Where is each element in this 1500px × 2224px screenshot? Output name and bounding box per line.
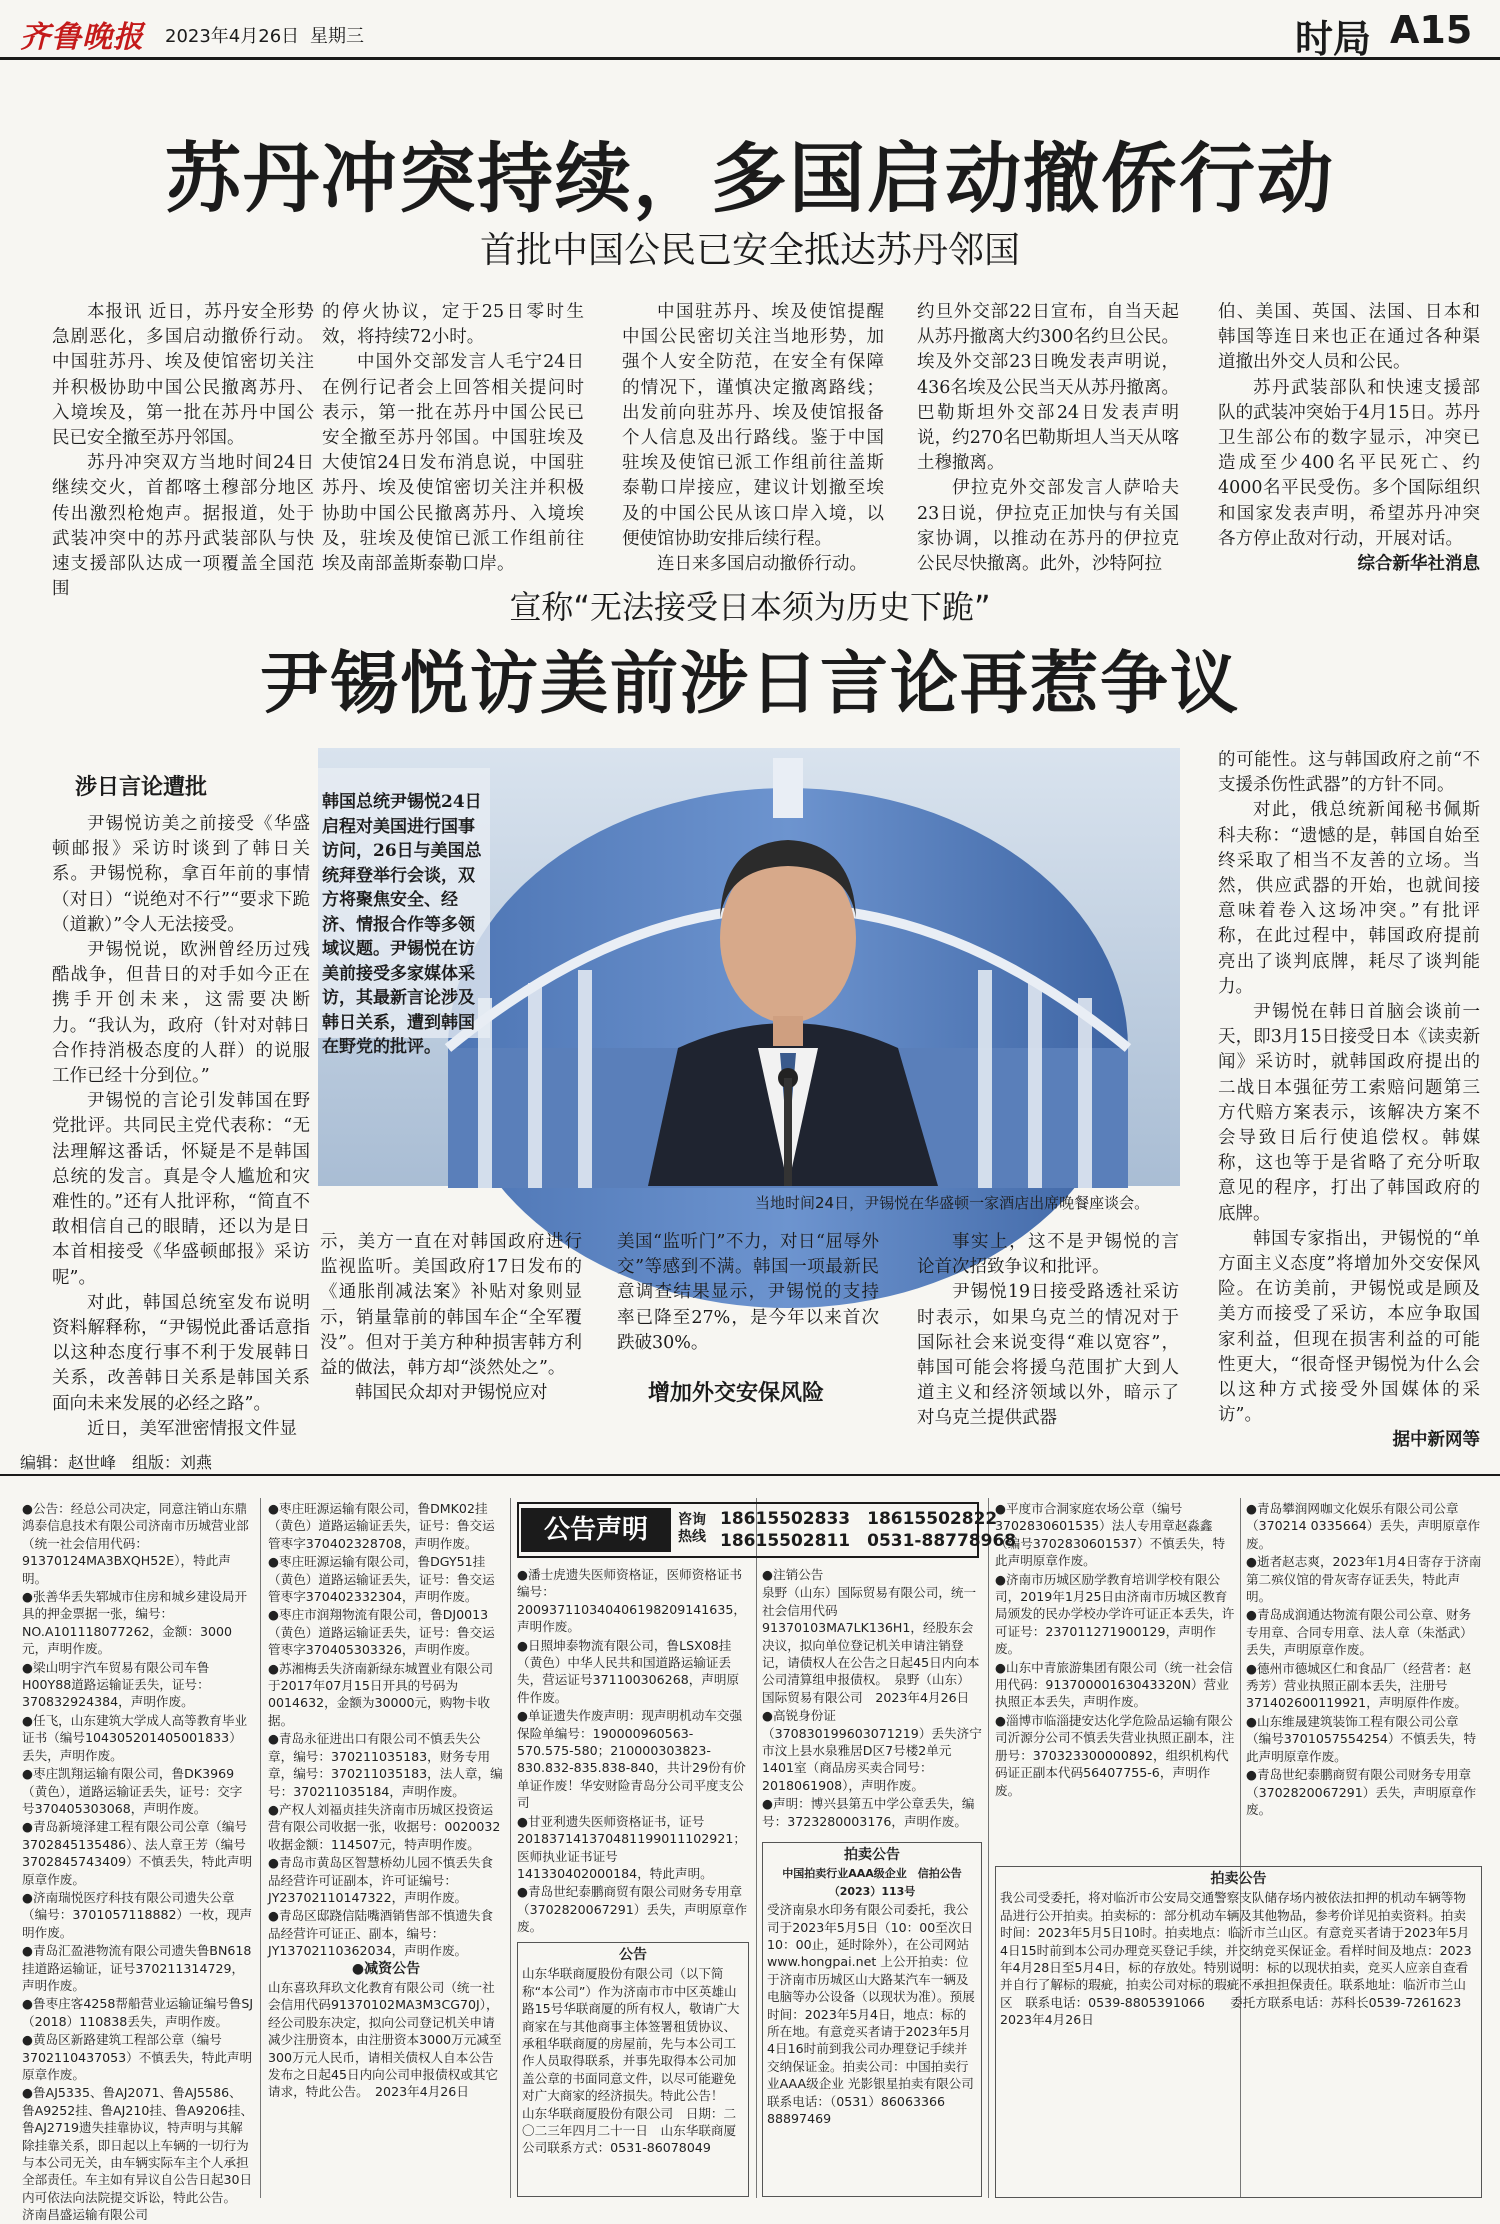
notice-column-2 [268, 1500, 504, 2200]
auction-box-2 [995, 1866, 1482, 2198]
notice-item: ●潘士虎遗失医师资格证，医师资格证书编号：200937110340406198209141635，声明作废。 [517, 1567, 746, 1635]
auction-title: 拍卖公告 [844, 1847, 900, 1863]
auction-text: 我公司受委托，将对临沂市公安局交通警察支队储存场内被依法扣押的机动车辆等物品进行公开拍卖。拍卖标的：部分机动车辆及其他物品，参考价详见拍卖资料。拍卖时间：2023年5月5日10时。拍卖地点：临沂市兰山区。有意竞买者请于2023年5月4日15时前到本公司办理竞买登记手续，并交纳竞买保证金。看样时间及地点：2023年4月28日至5月4日，标的存放处。特别说明：标的以现状拍卖，竞买人应亲自查看并自行了解标的瑕疵，拍卖公司对标的瑕疵不承担担保责任。联系地址：临沂市兰山区 联系电话：0539-8805391066 委托方联系电话：苏科长0539-7261623 2023年4月26日 [1000, 1890, 1474, 2028]
paragraph: 约旦外交部22日宣布，自当天起从苏丹撤离大约300名约旦公民。埃及外交部23日晚发表声明说，436名埃及公民当天从苏丹撤离。巴勒斯坦外交部24日发表声明说，约270名巴勒斯坦人当天从喀土穆撤离。 [917, 302, 1179, 474]
paragraph: 的停火协议，定于25日零时生效，将持续72小时。 [322, 302, 584, 348]
paragraph: 示，美方一直在对韩国政府进行监视监听。美国政府17日发布的《通胀削减法案》补贴对象则显示，销量靠前的韩国车企“全军覆没”。但对于美方种种损害韩方利益的做法，韩方却“淡然处之”。 [320, 1232, 582, 1379]
hotline-numbers [720, 1508, 1016, 1552]
notice-title: 公告声明 [521, 1508, 671, 1552]
hotline-number-row: 18615502833 18615502822 [720, 1509, 998, 1529]
section-heading: 增加外交安保风险 [648, 1381, 825, 1406]
notice-item: ●任飞，山东建筑大学成人高等教育毕业证书（编号104305201405001833）丢失，声明作废。 [22, 1712, 248, 1763]
story1-subhead: 首批中国公民已安全抵达苏丹邻国 [479, 230, 1020, 271]
story2-mid-column-3 [917, 1230, 1179, 1432]
notice-item: ●枣庄旺源运输有限公司，鲁DGY51挂（黄色）道路运输证丢失，证号：鲁交运管枣字370402332304，声明作废。 [268, 1554, 495, 1605]
story2-left-column [52, 812, 310, 1442]
story2-mid-column-2 [617, 1230, 879, 1356]
announcement-box [517, 1942, 749, 2197]
divider [510, 1498, 511, 2198]
notice-item: ●德州市德城区仁和食品厂（经营者：赵秀芳）营业执照正副本丢失，注册号371402600119921，声明原件作废。 [1246, 1660, 1472, 1711]
notice-item: ●山东中青旅游集团有限公司（统一社会信用代码：9137000016304332​0N）营业执照正本丢失，声明作废。 [995, 1659, 1233, 1710]
notice-item: ●济南市历城区励学教育培训学校有限公司，2019年1月25日由济南市历城区教育局颁发的民办学校办学许可证正本丢失，许可证号：23701127190012​9，声明作废。 [995, 1571, 1235, 1657]
notice-item: ●鲁AJ5335、鲁AJ2071、鲁AJ5586、鲁A9252挂、鲁AJ210挂、鲁A9206挂、鲁AJ2719遗失挂靠协议，特声明与其解除挂靠关系，即日起以上车辆的一切行为与本公司无关，由车辆实际车主个人承担全部责任。车主如有异议自公告日起30日内可依法向法院提交诉讼，特此公告。 济南昌盛运输有限公司 [22, 2085, 254, 2223]
announcement-text: 山东华联商厦股份有限公司（以下简称“本公司”）作为济南市市中区英雄山路15号华联商厦的所有权人，敬请广大商家在与其他商事主体签署租赁协议、承租华联商厦的房屋前，先与本公司工作人员取得联系，并事先取得本公司加盖公章的书面同意文件，以尽可能避免对广大商家的经济损失。特此公告！ 山东华联商厦股份有限公司 日期：二〇二三年四月二十一日 山东华联商厦公司联系方式：0531-86078049 [522, 1966, 740, 2156]
auction-text: 受济南泉水印务有限公司委托，我公司于2023年5月5日（10：00至次日10：00止，延时除外），在公司网站 www.hongpai.net 上公开拍卖：位于济南市历城区山大路某汽车一辆及电脑等办公设备（以现状为准）。预展时间：2023年5月4日，地点：标的所在地。有意竞买者请于2023年5月4日16时前到我公司办理登记手续并交纳保证金。拍卖公司：中国拍卖行业AAA级企业 光影银星拍卖有限公司 联系电话：（0531）86063366 88897469 [767, 1902, 987, 2127]
hotline-number-row: 18615502811 0531-88778968 [720, 1531, 1017, 1551]
section-name: 时局 [1295, 17, 1372, 61]
paragraph: 事实上，这不是尹锡悦的言论首次招致争议和批评。 [917, 1232, 1179, 1278]
notice-item: ●高锐身份证（370830199603071219）丢失济宁市汶上县水泉雅居D区7号楼2单元1401室（商品房买卖合同号：2018061908），声明作废。 [762, 1708, 982, 1793]
story1-column-2 [322, 300, 584, 577]
notice-item: ●青岛世纪泰鹏商贸有限公司财务专用章（3702820067291）丢失，声明原章作废。 [1246, 1767, 1477, 1817]
paragraph: 尹锡悦在韩日首脑会谈前一天，即3月15日接受日本《读卖新闻》采访时，就韩国政府提出的二战日本强征劳工索赔问题第三方代赔方案表示，该解决方案不会导致日后行使追偿权。韩媒称，这也等于是省略了充分听取意见的程序，打出了韩国政府的底牌。 [1218, 1002, 1480, 1224]
issue-weekday: 星期三 [310, 26, 364, 47]
paragraph: 尹锡悦的言论引发韩国在野党批评。共同民主党代表称：“无法理解这番话，怀疑是不是韩国总统的发言。真是令人尴尬和灾难性的。”还有人批评称，“简直不敢相信自己的眼睛，还以为是日本首相接受《华盛顿邮报》采访呢”。 [52, 1091, 310, 1288]
notice-item: ●公告：经总公司决定，同意注销山东鼎鸿泰信息技术有限公司济南市历城营业部（统一社会信用代码：91370124MA3BXQH52E），特此声明。 [22, 1501, 249, 1586]
notice-column-1 [22, 1500, 254, 2223]
paragraph: 对此，俄总统新闻秘书佩斯科夫称：“遗憾的是，韩国自始至终采取了相当不友善的立场。当然，供应武器的开始，也就间接意味着卷入这场冲突。”有批评称，在此过程中，韩国政府提前亮出了谈判底牌，耗尽了谈判能力。 [1218, 800, 1480, 997]
notice-item: ●淄博市临淄捷安达化学危险品运输有限公司沂源分公司不慎丢失营业执照正副本，注册号：370323300000892，组织机构代码证正副本代码56407755-6，声明作废。 [995, 1712, 1235, 1798]
notice-column-3 [517, 1566, 749, 1936]
story2-signature: 据中新网等 [1392, 1430, 1480, 1451]
page-number: A15 [1390, 8, 1473, 52]
paragraph: 尹锡悦访美之前接受《华盛顿邮报》采访时谈到了韩日关系。尹锡悦称，拿百年前的事情（对日）“说绝对不行”“要求下跪（道歉）”令人无法接受。 [52, 814, 310, 935]
paragraph: 中国外交部发言人毛宁24日在例行记者会上回答相关提问时表示，第一批在苏丹中国公民已安全撤至苏丹邻国。中国驻埃及大使馆24日发布消息说，中国驻苏丹、埃及使馆密切关注并积极协助中国公民撤离苏丹、入境埃及，驻埃及使馆已派工作组前往埃及南部盖斯泰勒口岸。 [322, 352, 584, 575]
notice-item: ●青岛汇盈港物流有限公司遗失鲁BN618挂道路运输证，证号370211314729，声明作废。 [22, 1943, 252, 1993]
paragraph: 连日来多国启动撤侨行动。 [657, 554, 867, 575]
notice-item: ●青岛攀润网咖文化娱乐有限公司公章（370214 0335664）丢失，声明原章作废。 [1246, 1501, 1481, 1551]
paragraph: 的可能性。这与韩国政府之前“不支援杀伤性武器”的方针不同。 [1218, 750, 1480, 796]
paragraph: 尹锡悦19日接受路透社采访时表示，如果乌克兰的情况对于国际社会来说变得“难以宽容”，韩国可能会将援乌范围扩大到人道主义和经济领域以外，暗示了对乌克兰提供武器 [917, 1282, 1179, 1429]
editor-credits: 编辑：赵世峰 组版：刘燕 [20, 1453, 213, 1472]
story1-column-5 [1218, 300, 1480, 577]
photo-caption-overlay: 韩国总统尹锡悦24日启程对美国进行国事访问，26日与美国总统拜登举行会谈，双方将聚焦安全、经济、情报合作等多领域议题。尹锡悦在访美前接受多家媒体采访，其最新言论涉及韩日关系，遭到韩国在野党的批评。 [322, 792, 482, 1057]
newspaper-logo: 齐鲁晚报 [20, 20, 144, 55]
divider [756, 1498, 757, 2198]
notice-item: ●苏湘梅丢失济南新绿东城置业有限公司于2017年07月15日开具的号码为0014632，金额为30000元，购物卡收据。 [268, 1660, 494, 1728]
divider [260, 1498, 261, 2198]
photo-caption: 当地时间24日，尹锡悦在华盛顿一家酒店出席晚餐座谈会。 [755, 1194, 1150, 1212]
paragraph: 伊拉克外交部发言人萨哈夫23日说，伊拉克正加快与有关国家协调，以推动在苏丹的伊拉克公民尽快撤离。此外，沙特阿拉 [917, 478, 1179, 575]
notice-column-6 [1246, 1500, 1482, 1860]
notice-item: ●枣庄市润翔物流有限公司，鲁DJ0013（黄色）道路运输证丢失，证号：鲁交运管枣字370405303326，声明作废。 [268, 1607, 495, 1658]
notice-item: ●梁山明宇汽车贸易有限公司车鲁H00Y88道路运输证丢失，证号：370832924384，声明作废。 [22, 1659, 210, 1710]
notice-item: ●黄岛区新路建筑工程部公章（编号3702110437053）不慎丢失，特此声明原章作废。 [22, 2032, 253, 2082]
auction-title: 拍卖公告 [1210, 1871, 1267, 1887]
notice-item: ●张善华丢失郓城市住房和城乡建设局开具的押金票据一张，编号：NO.A101118077262，金额：3000元，声明作废。 [22, 1589, 248, 1657]
section-heading: 涉日言论遭批 [75, 775, 208, 800]
divider [988, 1498, 989, 2198]
paragraph: 苏丹冲突双方当地时间24日继续交火，首都喀土穆部分地区传出激烈枪炮声。据报道，处于武装冲突中的苏丹武装部队与快速支援部队达成一项覆盖全国范围 [52, 453, 314, 600]
notice-item: ●青岛市黄岛区智慧桥幼儿园不慎丢失食品经营许可证副本，许可证编号：JY23702110147322，声明作废。 [268, 1855, 494, 1905]
story2-mid-column-1 [320, 1230, 582, 1406]
notice-item: ●枣庄凯翔运输有限公司，鲁DK3969（黄色），道路运输证丢失，证号：交字号370405303068，声明作废。 [22, 1766, 243, 1816]
notice-item: ●单证遗失作废声明：现声明机动车交强保险单编号：190000960563-570.575-580；210000303823-830.832-835.838-840，共计29份有价单证作废！华安财险青岛分公司平度支公司 [517, 1708, 746, 1811]
auction-box [762, 1842, 987, 2197]
paragraph: 苏丹武装部队和快速支援部队的武装冲突始于4月15日。苏丹卫生部公布的数字显示，冲突已造成至少400名平民死亡、约4000名平民受伤。多个国际组织和国家发表声明，希望苏丹冲突各方停止敌对行动，开展对话。 [1218, 377, 1480, 549]
notice-item: ●逝者赵志爽，2023年1月4日寄存于济南第二殡仪馆的骨灰寄存证丢失，特此声明。 [1246, 1554, 1482, 1605]
story1-column-1 [52, 300, 314, 602]
story1-headline: 苏丹冲突持续，多国启动撤侨行动 [165, 134, 1335, 223]
notice-item: ●济南瑞悦医疗科技有限公司遗失公章（编号：3701057118882）一枚，现声明作废。 [22, 1889, 253, 1940]
notice-item: ●青岛永征进出口有限公司不慎丢失公章，编号：370211035183，财务专用章，编号：370211035183，法人章，编号：370211035184，声明作废。 [268, 1731, 503, 1799]
notice-item: ●声明：博兴县第五中学公章丢失，编号：3723280003176，声明作废。 [762, 1796, 975, 1829]
notice-item: ●注销公告 [762, 1567, 824, 1582]
hotline-label: 咨询热线 [678, 1512, 706, 1545]
notice-item: ●青岛新境泽建工程有限公司公章（编号3702845135486）、法人章王芳（编号3702845743409）不慎丢失，特此声明原章作废。 [22, 1819, 253, 1887]
divider [0, 1474, 1500, 1476]
story2-right-column [1218, 748, 1480, 1454]
notice-column-5 [995, 1500, 1235, 1860]
paragraph: 近日，美军泄密情报文件显 [87, 1418, 297, 1439]
notice-item: 泉野（山东）国际贸易有限公司，统一社会信用代码91370103MA7LK136H1，经股东会决议，拟向单位登记机关申请注销登记，请债权人在公告之日起45日内向本公司清算组申报债权。 泉野（山东）国际贸易有限公司 2023年4月26日 [762, 1585, 980, 1705]
paragraph: 韩国专家指出，尹锡悦的“单方面主义态度”将增加外交安保风险。在访美前，尹锡悦或是顾及美方而接受了采访，本应争取国家利益，但现在损害利益的可能性更大，“很奇怪尹锡悦为什么会以这种方式接受外国媒体的采访”。 [1218, 1228, 1480, 1426]
paragraph: 韩国民众却对尹锡悦应对 [355, 1383, 548, 1404]
notice-item: 山东喜玖拜玖文化教育有限公司（统一社会信用代码91370102MA3M3CG70J），经公司股东决定，拟向公司登记机关申请减少注册资本，由注册资本3000万元减至300万元人民币，请相关债权人自本公告发布之日起45日内向公司申报债权或其它请求，特此公告。 2023年4月26日 [268, 1979, 502, 2100]
story2-kicker: 宣称“无法接受日本须为历史下跪” [509, 588, 991, 626]
paragraph: 伯、美国、英国、法国、日本和韩国等连日来也正在通过各种渠道撤出外交人员和公民。 [1218, 302, 1480, 373]
paragraph: 本报讯 近日，苏丹安全形势急剧恶化，多国启动撤侨行动。中国驻苏丹、埃及使馆密切关注并积极协助中国公民撤离苏丹、入境埃及，第一批在苏丹中国公民已安全撤至苏丹邻国。 [52, 302, 314, 449]
notice-item: ●日照坤泰物流有限公司，鲁LSX08挂（黄色）中华人民共和国道路运输证丢失，营运证号371100306268，声明原件作废。 [517, 1637, 740, 1705]
notice-column-4 [762, 1566, 982, 1836]
notice-item: ●平度市合洞家庭农场公章（编号3702830601535）法人专用章赵淼鑫（编号3702830601537）不慎丢失，特此声明原章作废。 [995, 1501, 1226, 1569]
notice-item: ●青岛区邸跷信陆嘴酒销售部不慎遗失食品经营许可证正、副本，编号：JY13702110362034，声明作废。 [268, 1908, 494, 1959]
notice-item: ●甘亚利遗失医师资格证书，证号201837141370481199011102921；医师执业证书证号141330402000184，特此声明。 [517, 1813, 746, 1881]
paragraph: 美国“监听门”不力，对日“屈辱外交”等感到不满。韩国一项最新民意调查结果显示，尹锡悦的支持率已降至27%，是今年以来首次跌破30%。 [617, 1232, 879, 1353]
notice-item: ●山东维晟建筑装饰工程有限公司公章（编号3701057554254）不慎丢失，特此声明原章作废。 [1246, 1713, 1477, 1764]
story1-column-3 [622, 300, 884, 577]
notice-item: ●青岛成润通达物流有限公司公章、财务专用章、合同专用章、法人章（朱湉武）丢失，声明原章作废。 [1246, 1607, 1473, 1658]
paragraph: 中国驻苏丹、埃及使馆提醒中国公民密切关注当地形势，加强个人安全防范，在安全有保障的情况下，谨慎决定撤离路线；出发前向驻苏丹、埃及使馆报备个人信息及出行路线。鉴于中国驻埃及使馆已派工作组前往盖斯泰勒口岸接应，建议计划撤至埃及的中国公民从该口岸入境，以便使馆协助安排后续行程。 [622, 302, 884, 549]
notice-item: ●青岛世纪泰鹏商贸有限公司财务专用章（3702820067291）丢失，声明原章作废。 [517, 1884, 748, 1935]
notice-item: ●减资公告 [351, 1960, 421, 1977]
announcement-title: 公告 [619, 1947, 647, 1963]
auction-subtitle: 中国拍卖行业AAA级企业 信拍公告（2023）113号 [782, 1867, 962, 1898]
paragraph: 尹锡悦说，欧洲曾经历过残酷战争，但昔日的对手如今正在携手开创未来，这需要决断力。“我认为，政府（针对对韩日合作持消极态度的人群）的说服工作已经十分到位。” [52, 940, 310, 1087]
notice-item: ●鲁枣庄客4258帮船营业运输证编号鲁SJ（2018）110838丢失，声明作废。 [22, 1996, 254, 2029]
story1-signature: 综合新华社消息 [1357, 554, 1480, 575]
story1-column-4 [917, 300, 1179, 577]
story2-headline: 尹锡悦访美前涉日言论再惹争议 [259, 645, 1240, 724]
notice-item: ●产权人刘福贞挂失济南市历城区投资运营有限公司收据一张，收据号：0020032收据金额：114507元，特声明作废。 [268, 1801, 501, 1852]
issue-date: 2023年4月26日 [165, 26, 300, 47]
paragraph: 对此，韩国总统室发布说明资料解释称，“尹锡悦此番话意指以这种态度行事不利于发展韩日关系，改善韩日关系是韩国关系面向未来发展的必经之路”。 [52, 1292, 310, 1414]
notice-item: ●枣庄旺源运输有限公司，鲁DMK02挂（黄色）道路运输证丢失，证号：鲁交运管枣字370402328708，声明作废。 [268, 1501, 495, 1551]
